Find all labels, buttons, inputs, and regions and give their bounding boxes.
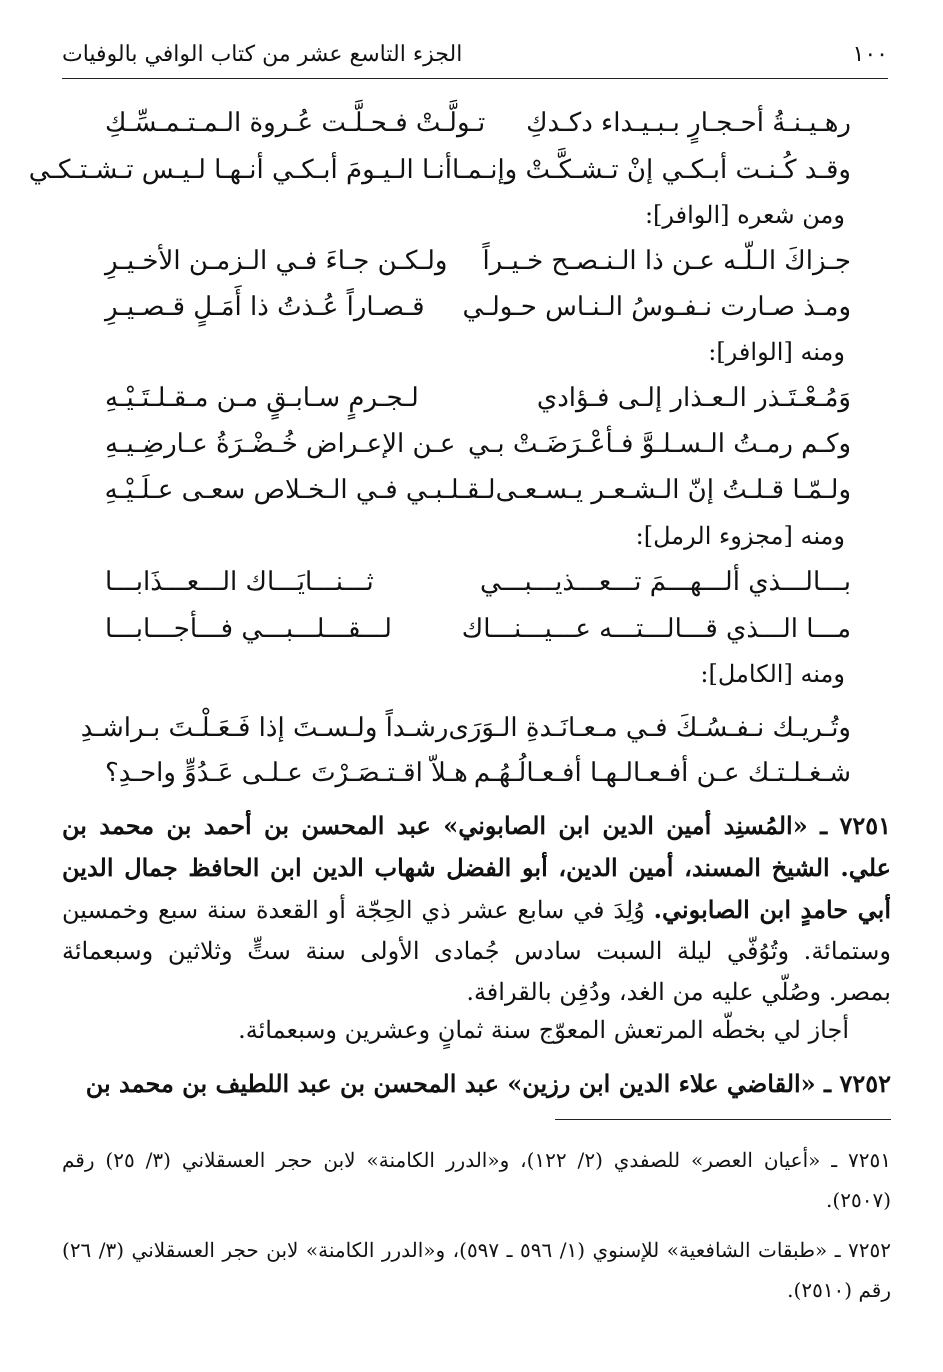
header-divider bbox=[62, 78, 888, 79]
footnote-divider bbox=[555, 1119, 891, 1120]
verse-second-hemistich: لـقـلـبـي فـي الـخـلاص سعـى عـلَـيْـهِ bbox=[104, 475, 496, 505]
verse-second-hemistich: تـولَّـتْ فـحـلَّـت عُـروة الـمـتـمـسِّـكِ bbox=[105, 108, 486, 138]
verse-first-hemistich: وتُـريـك نـفـسُـكَ فـي مـعـانَـدةِ الـوَرَى bbox=[448, 713, 851, 743]
footnote-7252: ٧٢٥٢ ـ «طبقات الشافعية» للإسنوي (١/ ٥٩٦ ـ ٥٩٧)، و«الدرر الكامنة» لابن حجر العسقلاني (٣/ ٢٦) رقم (٢٥١٠). bbox=[62, 1238, 891, 1302]
verse bbox=[105, 468, 851, 512]
footnote-7251: ٧٢٥١ ـ «أعيان العصر» للصفدي (٢/ ١٢٢)، و«الدرر الكامنة» لابن حجر العسقلاني (٣/ ٢٥) رقم (٢٥٠٧). bbox=[62, 1148, 891, 1212]
verse bbox=[105, 101, 851, 145]
book-title: الجزء التاسع عشر من كتاب الوافي بالوفيات bbox=[62, 41, 463, 67]
verse-second-hemistich: ثـــنـــايَـــاك الـــعـــذَابـــا bbox=[105, 567, 374, 597]
biography-entry-7251 bbox=[62, 805, 891, 1013]
verse-first-hemistich: ومـذ صـارت نـفـوسُ الـنـاس حـولـي bbox=[462, 292, 851, 322]
verse-second-hemistich: أنـا الـيـومَ أبـكـي أنـهـا لـيـس تـشـتـكـي bbox=[28, 155, 453, 185]
verse-second-hemistich: رشـداً ولـسـتَ إذا فَـعَـلْـتَ بـراشـدِ bbox=[80, 713, 449, 743]
entry-heading: ٧٢٥٢ ـ «القاضي علاء الدين ابن رزين» عبد المحسن بن عبد اللطيف بن محمد بن bbox=[85, 1069, 891, 1098]
verse-second-hemistich: لـــقـــلـــبـــي فـــأجـــابـــا bbox=[105, 614, 392, 644]
verse-first-hemistich: مـــا الـــذي قـــالـــتـــه عـــيـــنـــاك bbox=[461, 614, 851, 644]
verse-second-hemistich: قـصـاراً عُـذتُ ذا أَمَـلٍ قـصـيـرِ bbox=[105, 292, 425, 322]
verse bbox=[105, 751, 851, 795]
verse bbox=[105, 422, 851, 466]
entry-heading: ٧٢٥١ ـ «المُسنِد أمين الدين ابن الصابوني» عبد المحسن بن أحمد بن محمد بن علي. الشيخ المسند، أمين الدين، أبو الفضل شهاب الدين ابن الحافظ جمال الدين أبي حامدٍ ابن الصابوني. bbox=[62, 811, 891, 924]
entry-body: وُلِدَ في سابع عشر ذي الحِجّة أو القعدة سنة سبع وخمسين وستمائة. وتُوُفّي ليلة السبت سادس جُمادى الأولى سنة ستٍّ وثلاثين وسبعمائة بمصر. وصُلّي عليه من الغد، ودُفِن بالقرافة. bbox=[62, 896, 891, 1006]
meter-heading: ومنه [الوافر]: bbox=[708, 338, 845, 366]
verse-first-hemistich: وقـد كُـنـت أبـكـي إنْ تـشـكَّـتْ وإنـمـا bbox=[452, 155, 851, 185]
verse bbox=[105, 285, 851, 329]
entry-note: أجاز لي بخطّه المرتعش المعوّج سنة ثمانٍ وعشرين وسبعمائة. bbox=[238, 1016, 849, 1044]
verse-first-hemistich: بـــالـــذي ألـــهـــمَ تـــعـــذيـــبـــي bbox=[479, 567, 851, 597]
verse bbox=[80, 706, 851, 750]
meter-heading: ومنه [مجزوء الرمل]: bbox=[635, 522, 845, 550]
verse-second-hemistich: ولـكـن جـاءَ فـي الـزمـن الأخـيـرِ bbox=[105, 246, 448, 276]
verse-second-hemistich: هـلاّ اقـتـصَـرْتَ عـلـى عَـدُوٍّ واحـدِ؟ bbox=[105, 758, 468, 788]
verse-first-hemistich: جـزاكَ الـلّـه عـن ذا الـنـصـح خـيـراً bbox=[482, 246, 851, 276]
page-number: ١٠٠ bbox=[852, 41, 888, 67]
verse bbox=[105, 239, 851, 283]
verse-first-hemistich: ولـمّـا قـلـتُ إنّ الـشـعـر يـسـعـى bbox=[495, 475, 851, 505]
verse-second-hemistich: لـجـرمٍ سـابـقٍ مـن مـقـلـتَـيْـهِ bbox=[105, 383, 419, 413]
verse bbox=[28, 148, 851, 192]
verse-first-hemistich: رهـيـنـةُ أحـجـارٍ بـبـيـداء دكـدكِ bbox=[526, 108, 851, 138]
meter-heading: ومن شعره [الوافر]: bbox=[644, 201, 845, 229]
verse-first-hemistich: وَمُـعْـتَـذر الـعـذار إلـى فـؤادي bbox=[536, 383, 851, 413]
verse bbox=[105, 376, 851, 420]
meter-heading: ومنه [الكامل]: bbox=[700, 660, 845, 688]
verse bbox=[105, 560, 851, 604]
verse-first-hemistich: وكـم رمـتُ الـسـلـوَّ فـأعْـرَضَـتْ بـي bbox=[468, 429, 851, 459]
biography-entry-7252 bbox=[62, 1063, 891, 1105]
verse-second-hemistich: عـن الإعـراض خُـضْـرَةُ عـارضِـيـهِ bbox=[105, 429, 456, 459]
verse-first-hemistich: شـغـلـتـك عـن أفـعـالـهـا أفـعـالُـهُـم bbox=[473, 758, 851, 788]
running-header bbox=[62, 34, 888, 74]
verse bbox=[105, 607, 851, 651]
